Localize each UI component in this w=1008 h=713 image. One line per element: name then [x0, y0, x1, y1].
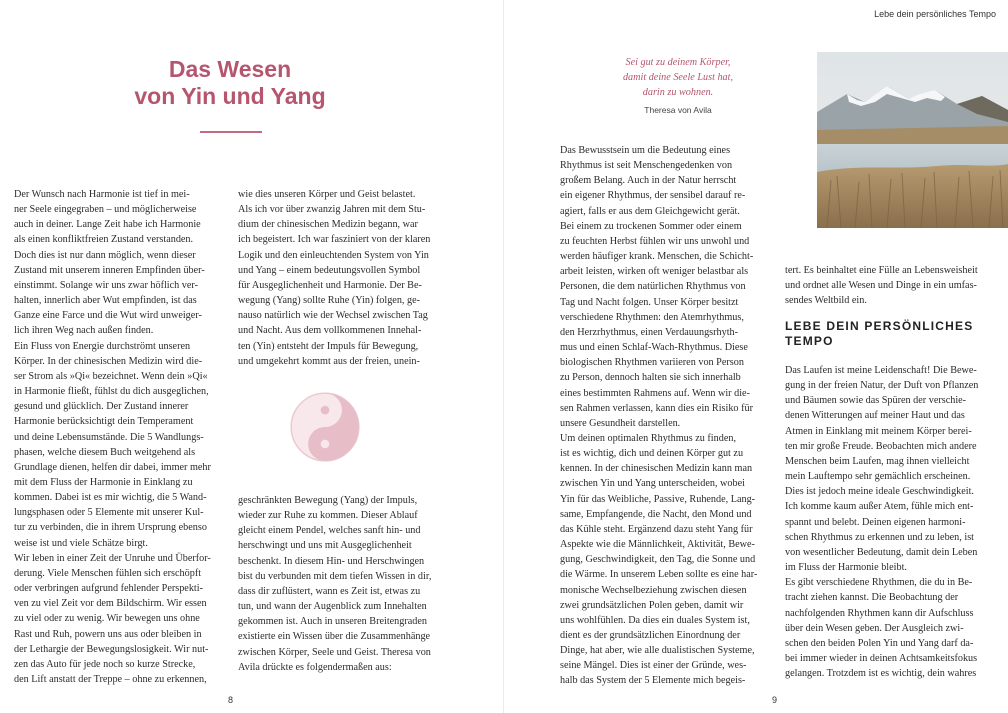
text-line: dium der chinesischen Medizin begann, war — [238, 219, 418, 231]
text-line: Um deinen optimalen Rhythmus zu finden, — [560, 432, 736, 444]
text-line: gesund und glücklich. Der Zustand innerer — [14, 401, 189, 413]
text-line: ein eigener Rhythmus, der sensibel darauf re- — [560, 190, 746, 202]
text-line: kommen. Dabei ist es mir wichtig, die 5 Wand- — [14, 492, 207, 504]
text-line: unsere Gesundheit darstellen. — [560, 417, 681, 429]
text-line: Rhythmus ist seit Menschengedenken von — [560, 160, 733, 172]
text-line: und umgekehrt kommt aus der freien, unein- — [238, 355, 420, 367]
text-line: zu viel oder zu wenig. Wir bewegen uns ohne — [14, 613, 200, 625]
title-line-1: Das Wesen — [168, 56, 292, 82]
page-number-right: 9 — [772, 695, 778, 705]
mountain-lake-landscape-icon — [817, 52, 1008, 228]
text-line: gelangen. Trotzdem ist es wichtig, dein wahres — [785, 668, 977, 680]
text-line: über dein Wesen geben. Der Ausgleich zwi- — [785, 622, 964, 634]
text-line: und ordnet alle Wesen und Dinge in ein umfas- — [785, 280, 977, 292]
text-line: sen Rahmen verlassen, kann dies ein Risiko für — [560, 402, 753, 414]
text-line: für Ausgeglichenheit und Harmonie. Der Be- — [238, 279, 422, 291]
text-line: und Bäumen sowie das Spüren der verschie- — [785, 395, 967, 407]
text-line: im Fluss der Harmonie bleibt. — [785, 562, 907, 574]
text-line: Logik und den einleuchtenden System von Yin — [238, 249, 429, 261]
text-line: schen den beiden Polen Yin und Yang darf da- — [785, 637, 974, 649]
text-line: Avila drückte es folgendermaßen aus: — [238, 661, 392, 673]
text-line: ten (Yin) entsteht der Impuls für Bewegung, — [238, 340, 419, 352]
text-line: derung. Viele Menschen fühlen sich erschöpft — [14, 567, 202, 579]
text-line: arbeit leisten, wirken oft weniger belastbar als — [560, 266, 749, 278]
text-line: geschränkten Bewegung (Yang) der Impuls, — [238, 495, 418, 506]
text-line: tur zu verbinden, die in ihrem Ursprung ebenso — [14, 522, 207, 534]
text-line: schen Rhythmus zu erkennen und zu leben, ist — [785, 531, 974, 543]
text-line: mus und einen Schlaf-Wach-Rhythmus. Diese — [560, 342, 748, 354]
epigraph-quote — [584, 55, 772, 115]
text-line: tert. Es beinhaltet eine Fülle an Lebensweisheit — [785, 265, 978, 276]
quote-text — [584, 55, 772, 100]
text-line: Als ich vor über zwanzig Jahren mit dem Stu- — [238, 204, 426, 216]
text-line: Rast und Ruh, powern uns aus oder bleiben in — [14, 628, 202, 640]
text-line: auch in deiner. Lange Zeit habe ich Harmonie — [14, 219, 201, 231]
text-line: Es gibt verschiedene Rhythmen, die du in Be- — [785, 577, 973, 589]
text-line: phasen, welche diesem Buch weitgehend als — [14, 446, 196, 458]
text-line: agiert, falls er aus dem Gleichgewicht gerät. — [560, 205, 740, 217]
text-line: zen das Auto für jede noch so kurze Strecke, — [14, 658, 196, 670]
text-line: tun, und wann der Augenblick zum Innehalten — [238, 601, 427, 613]
section-heading — [785, 319, 985, 348]
text-line: ist es wichtig, dich und deinen Körper gut zu — [560, 448, 744, 460]
page-title — [110, 56, 350, 110]
section-heading-line-1: LEBE DEIN PERSÖNLICHES — [785, 319, 974, 333]
text-line: Harmonie berücksichtigt dein Temperament — [14, 416, 194, 428]
text-line: Atmen in Einklang mit meinem Körper berei- — [785, 425, 972, 437]
text-line: ten mir große Freude. Beobachten mich andere — [785, 440, 977, 452]
text-line: den Herzrhythmus, einen Verdauungsrhyth- — [560, 326, 739, 338]
text-line: weise ist und viele Schätze birgt. — [14, 537, 148, 549]
text-line: ser Strom als »Qi« bezeichnet. Wenn dein »Qi« — [14, 370, 208, 382]
title-line-2: von Yin und Yang — [134, 83, 326, 109]
text-column-1 — [14, 187, 224, 687]
text-line: den Lift anstatt der Treppe – ohne zu erkennen, — [14, 674, 207, 685]
text-line: gekommen ist. Auch in unseren Breitengraden — [238, 616, 427, 628]
text-line: uns wohlfühlen. Da dies ein duales System ist, — [560, 614, 750, 626]
text-line: gung in der freien Natur, der Duft von Pflanzen — [785, 380, 979, 392]
text-line: Ein Fluss von Energie durchströmt unseren — [14, 340, 191, 352]
text-line: wieder zur Ruhe zu kommen. Dieser Ablauf — [238, 510, 418, 522]
text-line: mein Lauftempo sehr gemächlich erscheinen. — [785, 471, 971, 483]
section-heading-line-2: TEMPO — [785, 333, 834, 348]
text-line: Grundlage dienen, helfen dir dabei, immer mehr — [14, 461, 211, 473]
text-line: seine Mängel. Dies ist einer der Gründe, wes- — [560, 660, 747, 672]
text-line: zwischen Yin und Yang unterscheiden, wobei — [560, 478, 745, 490]
text-line: Doch dies ist nur dann möglich, wenn dieser — [14, 249, 196, 261]
text-line: Zustand mit unserem inneren Empfinden über- — [14, 264, 205, 276]
text-line: biologischen Rhythmen variieren von Person — [560, 357, 744, 369]
text-line: wie dies unseren Körper und Geist belastet. — [238, 189, 416, 200]
text-column-3 — [560, 143, 770, 689]
text-line: ven zu viel Zeit vor dem Bildschirm. Wir essen — [14, 598, 207, 610]
quote-line-2: damit deine Seele Lust hat, — [622, 72, 734, 83]
text-line: in Harmonie fließt, fühlst du dich ausgeglichen, — [14, 386, 209, 398]
text-line: gung, Geschwindigkeit, den Tag, die Sonne und — [560, 554, 756, 566]
text-line: halten, innerlich aber Wut empfinden, ist das — [14, 295, 197, 307]
text-line: sendes Weltbild ein. — [785, 295, 867, 307]
text-line: zu Person, dennoch halten sie sich innerhalb — [560, 372, 741, 384]
text-line: Das Bewusstsein um die Bedeutung eines — [560, 145, 731, 156]
text-line: einstimmt. Solange wir uns zwar höflich ver- — [14, 279, 198, 291]
text-line: spannt und belebt. Deinen eigenen harmoni- — [785, 516, 966, 528]
text-line: Personen, die dem natürlichen Rhythmus von — [560, 281, 746, 293]
text-line: halb das System der 5 Elemente mich begeis- — [560, 675, 746, 687]
text-line: monische Wechselbeziehung zwischen diesen — [560, 584, 747, 596]
text-line: ner Seele eingegraben – und möglicherweise — [14, 204, 197, 216]
running-head: Lebe dein persönliches Tempo — [874, 9, 996, 19]
text-line: und Nacht. Aus dem vollkommenen Innehal- — [238, 325, 422, 337]
text-line: beschenkt. In diesem Hin- und Herschwingen — [238, 555, 425, 567]
text-line: und deine Lebensumstände. Die 5 Wandlungs- — [14, 431, 204, 443]
text-line: zwischen Körper, Seele und Geist. Theresa von — [238, 646, 431, 658]
text-line: Dies ist jedoch meine ideale Geschwindigkeit. — [785, 486, 974, 498]
text-line: Tag und Nacht folgen. Unser Körper besitzt — [560, 296, 739, 308]
text-line: großem Belang. Auch in der Natur herrscht — [560, 175, 737, 187]
text-line: Menschen beim Laufen, mag ihnen vielleicht — [785, 455, 970, 467]
text-line: werden häufiger krank. Menschen, die Schicht- — [560, 251, 754, 263]
text-column-2-top — [238, 187, 449, 369]
text-line: von wesentlicher Bedeutung, damit dein Leben — [785, 546, 978, 558]
text-line: eines bestimmten Rahmens auf. Wenn wir die- — [560, 387, 750, 399]
text-line: Bei einem zu trockenen Sommer oder einem — [560, 220, 742, 232]
text-column-4-bottom — [785, 363, 995, 681]
text-line: gleicht einem Pendel, welches sanft hin- und — [238, 525, 421, 537]
text-line: zwei grundsätzlichen Polen geben, damit wir — [560, 599, 744, 611]
title-underline — [200, 131, 262, 133]
landscape-photo — [817, 52, 1008, 228]
text-line: zu feuchten Herbst fühlen wir uns unwohl und — [560, 235, 750, 247]
text-line: wegung (Yang) sollte Ruhe (Yin) folgen, ge- — [238, 295, 421, 307]
text-column-2-bottom — [238, 493, 449, 675]
text-line: lich ihren Weg nach außen finden. — [14, 325, 154, 337]
text-line: mit dem Fluss der Harmonie in Einklang zu — [14, 476, 193, 488]
quote-line-1: Sei gut zu deinem Körper, — [625, 57, 731, 68]
text-line: Ganze eine Farce und die Wut wird unweiger- — [14, 310, 202, 322]
text-line: bei immer wieder in deinen Achtsamkeitsfokus — [785, 652, 978, 664]
text-line: Dinge, hat aber, wie alle dualistischen Systeme, — [560, 645, 755, 657]
text-line: oder verbringen aufgrund fehlender Perspekti- — [14, 583, 203, 595]
text-line: Körper. In der chinesischen Medizin wird die- — [14, 355, 203, 367]
text-line: herschwingt und uns mit Ausgeglichenheit — [238, 540, 412, 552]
text-line: Ich komme kaum außer Atem, fühle mich ent- — [785, 501, 974, 513]
text-line: ich begeistert. Ich war fasziniert von der klaren — [238, 234, 431, 246]
text-line: verschiedene Rhythmen: den Atemrhythmus, — [560, 311, 744, 323]
text-line: bist du verbunden mit dem tiefen Wissen in dir, — [238, 570, 432, 582]
text-line: existierte ein Wissen über die Zusammenhänge — [238, 631, 431, 643]
text-line: Yin für das Weibliche, Passive, Ruhende, Lang- — [560, 493, 756, 505]
text-line: Aspekte wie die Männlichkeit, Aktivität, Bewe- — [560, 539, 755, 551]
text-line: kennen. In der chinesischen Medizin kann man — [560, 463, 753, 475]
quote-line-3: darin zu wohnen. — [642, 87, 714, 98]
text-line: same, Empfangende, die Nacht, den Mond und — [560, 508, 752, 520]
text-line: nachfolgenden Rhythmen kann dir Aufschluss — [785, 607, 974, 619]
text-line: das Kühle steht. Ergänzend dazu steht Yang für — [560, 523, 753, 535]
quote-author: Theresa von Avila — [644, 105, 712, 115]
text-line: tracht ziehen kannst. Die Beobachtung der — [785, 592, 959, 604]
text-line: Wir leben in einer Zeit der Unruhe und Überfor- — [14, 552, 211, 564]
text-line: der Lethargie der Bewegungslosigkeit. Wir nut- — [14, 643, 209, 655]
text-line: und Yang – einem bedeutungsvollen Symbol — [238, 264, 421, 276]
text-line: lungsphasen oder 5 Elemente mit unserer Kul- — [14, 507, 204, 519]
page-number-left: 8 — [228, 695, 234, 705]
text-line: Der Wunsch nach Harmonie ist tief in mei- — [14, 189, 190, 200]
text-line: nauso natürlich wie der Wechsel zwischen Tag — [238, 310, 428, 322]
text-column-4-top — [785, 263, 995, 308]
text-line: die Wärme. In unserem Leben sollte es eine har- — [560, 569, 758, 581]
text-line: als einen konfliktfreien Zustand verstanden. — [14, 234, 194, 246]
text-line: denen Witterungen auf meiner Haut und das — [785, 410, 965, 422]
yin-yang-icon — [289, 391, 361, 463]
text-line: Das Laufen ist meine Leidenschaft! Die Bewe- — [785, 365, 977, 376]
text-line: dient es der grundsätzlichen Einordnung der — [560, 630, 741, 641]
text-line: dass dir zuflüstert, wann es Zeit ist, etwas zu — [238, 585, 421, 597]
